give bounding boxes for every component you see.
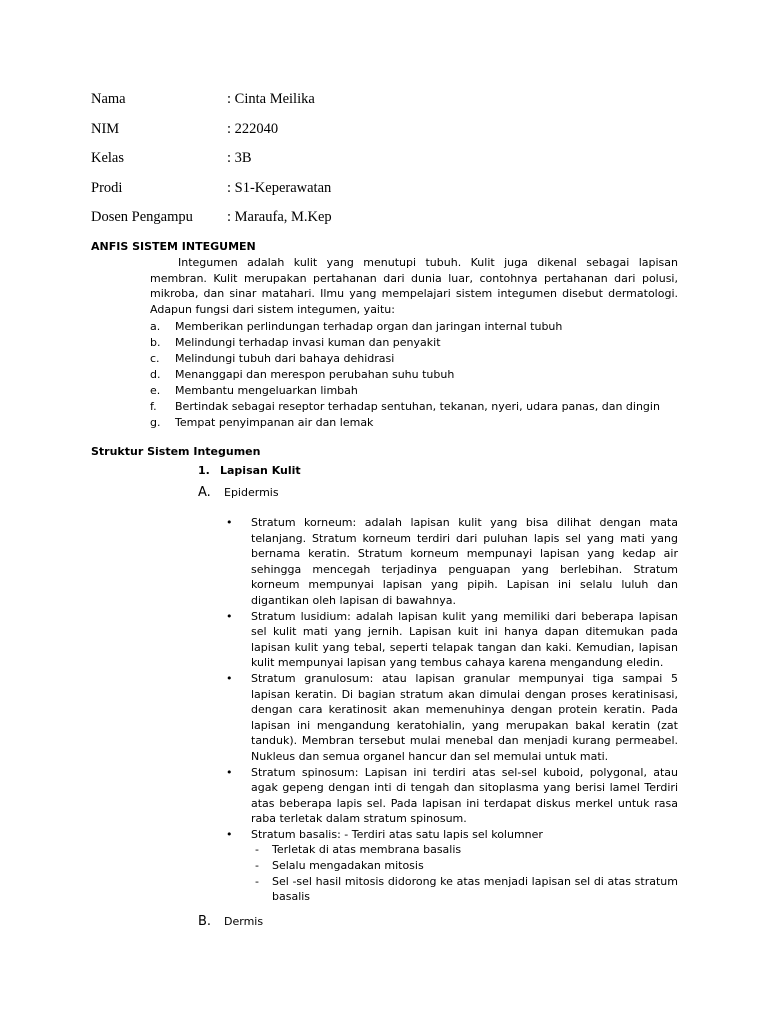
list-item — [226, 765, 678, 827]
identity-label: NIM — [91, 120, 120, 137]
identity-value: : Maraufa, M.Kep — [227, 209, 332, 225]
identity-value: : S1-Keperawatan — [227, 179, 332, 196]
subsection-lapisan-kulit — [198, 464, 301, 477]
heading-letter: A. — [198, 485, 211, 500]
dash-icon: - — [255, 874, 259, 888]
intro-paragraph: Integumen adalah kulit yang menutupi tubuh. Kulit juga dikenal sebagai lapisan membran. Kulit merupakan pertahanan dari dunia luar, contohnya pertahanan dari polusi, mikroba, dan sinar matahari. Ilmu yang mempelajari sistem integumen disebut dermatologi. Adapun fungsi dari sistem integumen, yaitu: — [150, 256, 678, 316]
list-item-text: Stratum lusidium: adalah lapisan kulit yang memiliki dari beberapa lapisan sel kulit mati yang jernih. Lapisan kuit ini hanya dapan ditemukan pada lapisan kulit yang tebal, seperti telapak tangan dan kaki. Kemudian, lapisan kulit mempunyai lapisan yang tembus cahaya karena mengandung eledin. — [251, 609, 678, 670]
list-item-text: Terletak di atas membrana basalis — [272, 843, 462, 857]
bullet-icon: • — [226, 827, 233, 841]
dash-icon: - — [255, 843, 259, 857]
list-item-text: Bertindak sebagai reseptor terhadap sentuhan, tekanan, nyeri, udara panas, dan dingin — [175, 399, 660, 413]
list-item-text: Memberikan perlindungan terhadap organ dan jaringan internal tubuh — [175, 320, 563, 333]
list-item — [251, 842, 678, 858]
list-marker: f. — [150, 399, 157, 413]
bullet-icon: • — [226, 609, 233, 623]
bullet-icon: • — [226, 516, 233, 529]
subsection-title: Lapisan Kulit — [220, 464, 301, 477]
list-item — [150, 415, 678, 431]
list-item-text: Melindungi terhadap invasi kuman dan penyakit — [175, 335, 441, 349]
heading-letter: B. — [198, 914, 212, 929]
section-heading-struktur: Struktur Sistem Integumen — [91, 445, 261, 458]
list-item — [226, 671, 678, 765]
list-item-text: Melindungi tubuh dari bahaya dehidrasi — [175, 351, 395, 365]
list-item-text: Selalu mengadakan mitosis — [272, 859, 424, 873]
bullet-icon: • — [226, 765, 233, 779]
identity-label: Prodi — [91, 179, 123, 196]
dermis-heading — [198, 910, 263, 929]
list-item — [251, 858, 678, 874]
list-item-text: Membantu mengeluarkan limbah — [175, 383, 358, 397]
list-marker: g. — [150, 415, 161, 429]
list-marker: a. — [150, 320, 161, 333]
list-item — [150, 383, 678, 399]
list-marker: e. — [150, 383, 161, 397]
list-item — [150, 367, 678, 383]
list-marker: b. — [150, 335, 161, 349]
list-marker: c. — [150, 351, 160, 365]
function-list — [150, 319, 678, 431]
identity-value: : 222040 — [227, 120, 279, 137]
epidermis-heading — [198, 481, 279, 500]
list-item — [150, 399, 678, 415]
list-item-text: Sel -sel hasil mitosis didorong ke atas menjadi lapisan sel di atas stratum basalis — [272, 874, 678, 904]
subsection-number: 1. — [198, 464, 210, 477]
identity-label: Kelas — [91, 150, 125, 166]
list-item-text: Stratum granulosum: atau lapisan granular mempunyai tiga sampai 5 lapisan keratin. Di bagian stratum akan dimulai dengan proses keratinisasi, dengan cara keratinosit akan memenuhinya dengan protein keratin. Pada lapisan ini mengandung keratohialin, yang merupakan bakal keratin (zat tanduk). Membran tersebut mulai menebal dan menjadi kurang permeabel. Nukleus dan semua organel hancur dan sel memulai untuk mati. — [251, 671, 678, 763]
list-item — [150, 319, 678, 335]
bullet-icon: • — [226, 671, 233, 685]
list-item — [150, 335, 678, 351]
list-item — [150, 351, 678, 367]
list-item-text: Stratum korneum: adalah lapisan kulit yang bisa dilihat dengan mata telanjang. Stratum korneum terdiri dari puluhan lapis sel yang mati yang bernama keratin. Stratum korneum mempunayi lapisan yang kedap air sehingga mencegah terjadinya penguapan yang berlebihan. Stratum korneum mempunyai lapisan yang pipih. Lapisan ini selalu luluh dan digantikan oleh lapisan di bawahnya. — [251, 516, 678, 607]
heading-text: Dermis — [224, 915, 264, 928]
identity-value: : Cinta Meilika — [227, 91, 315, 107]
basalis-sublist — [251, 842, 678, 904]
list-item — [226, 515, 678, 609]
identity-value: : 3B — [227, 150, 252, 166]
section-heading-anfis: ANFIS SISTEM INTEGUMEN — [91, 240, 256, 253]
list-marker: d. — [150, 367, 161, 381]
list-item-text: Menanggapi dan merespon perubahan suhu tubuh — [175, 367, 455, 381]
identity-label: Nama — [91, 91, 126, 107]
list-item-text: Stratum basalis: - Terdiri atas satu lapis sel kolumner — [251, 827, 543, 841]
list-item — [226, 827, 678, 905]
list-item — [226, 609, 678, 671]
heading-text: Epidermis — [224, 486, 279, 499]
dash-icon: - — [255, 859, 259, 873]
identity-label: Dosen Pengampu — [91, 209, 193, 225]
list-item — [251, 874, 678, 905]
list-item-text: Tempat penyimpanan air dan lemak — [175, 415, 374, 429]
strata-list — [226, 515, 678, 905]
list-item-text: Stratum spinosum: Lapisan ini terdiri atas sel-sel kuboid, polygonal, atau agak gepeng dengan inti di tengah dan sitoplasma yang berisi lamel Terdiri atas beberapa lapis sel. Pada lapisan ini terdapat diskus merkel untuk rasa raba terletak dalam stratum spinosum. — [251, 765, 678, 826]
